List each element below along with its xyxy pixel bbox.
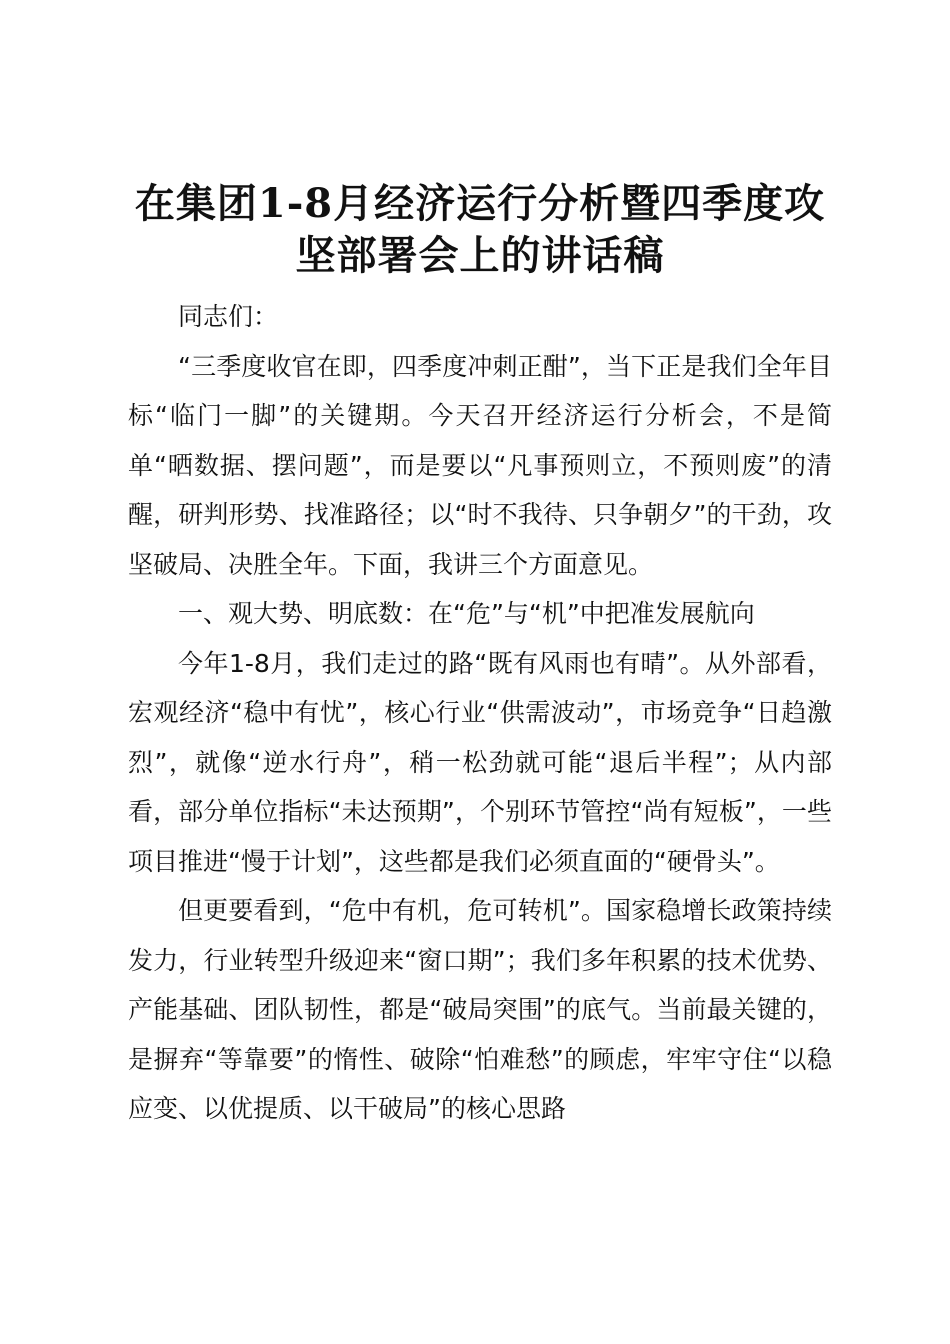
salutation: 同志们： xyxy=(178,302,279,331)
section-paragraph-2: 但更要看到，“危中有机，危可转机”。国家稳增长政策持续发力，行业转型升级迎来“窗口期”；我们多年积累的技术优势、产能基础、团队韧性，都是“破局突围”的底气。当前最关键的，是摒弃“等靠要”的惰性、破除“怕难愁”的顾虑，牢牢守住“以稳应变、以优提质、以干破局”的核心思路 xyxy=(128,896,832,1123)
intro-paragraph: “三季度收官在即，四季度冲刺正酣”，当下正是我们全年目标“临门一脚”的关键期。今天召开经济运行分析会，不是简单“晒数据、摆问题”，而是要以“凡事预则立，不预则废”的清醒，研判形势、找准路径；以“时不我待、只争朝夕”的干劲，攻坚破局、决胜全年。下面，我讲三个方面意见。 xyxy=(128,351,832,579)
section-paragraph-1: 今年1-8月，我们走过的路“既有风雨也有晴”。从外部看，宏观经济“稳中有忧”，核心行业“供需波动”，市场竞争“日趋激烈”，就像“逆水行舟”，稍一松劲就可能“退后半程”；从内部看，部分单位指标“未达预期”，个别环节管控“尚有短板”，一些项目推进“慢于计划”，这些都是我们必须直面的“硬骨头”。 xyxy=(128,648,832,876)
document-title: 在集团1-8月经济运行分析暨四季度攻坚部署会上的讲话稿 xyxy=(134,180,826,279)
document-page xyxy=(128,178,832,1134)
section-heading: 一、观大势、明底数：在“危”与“机”中把准发展航向 xyxy=(178,599,755,628)
